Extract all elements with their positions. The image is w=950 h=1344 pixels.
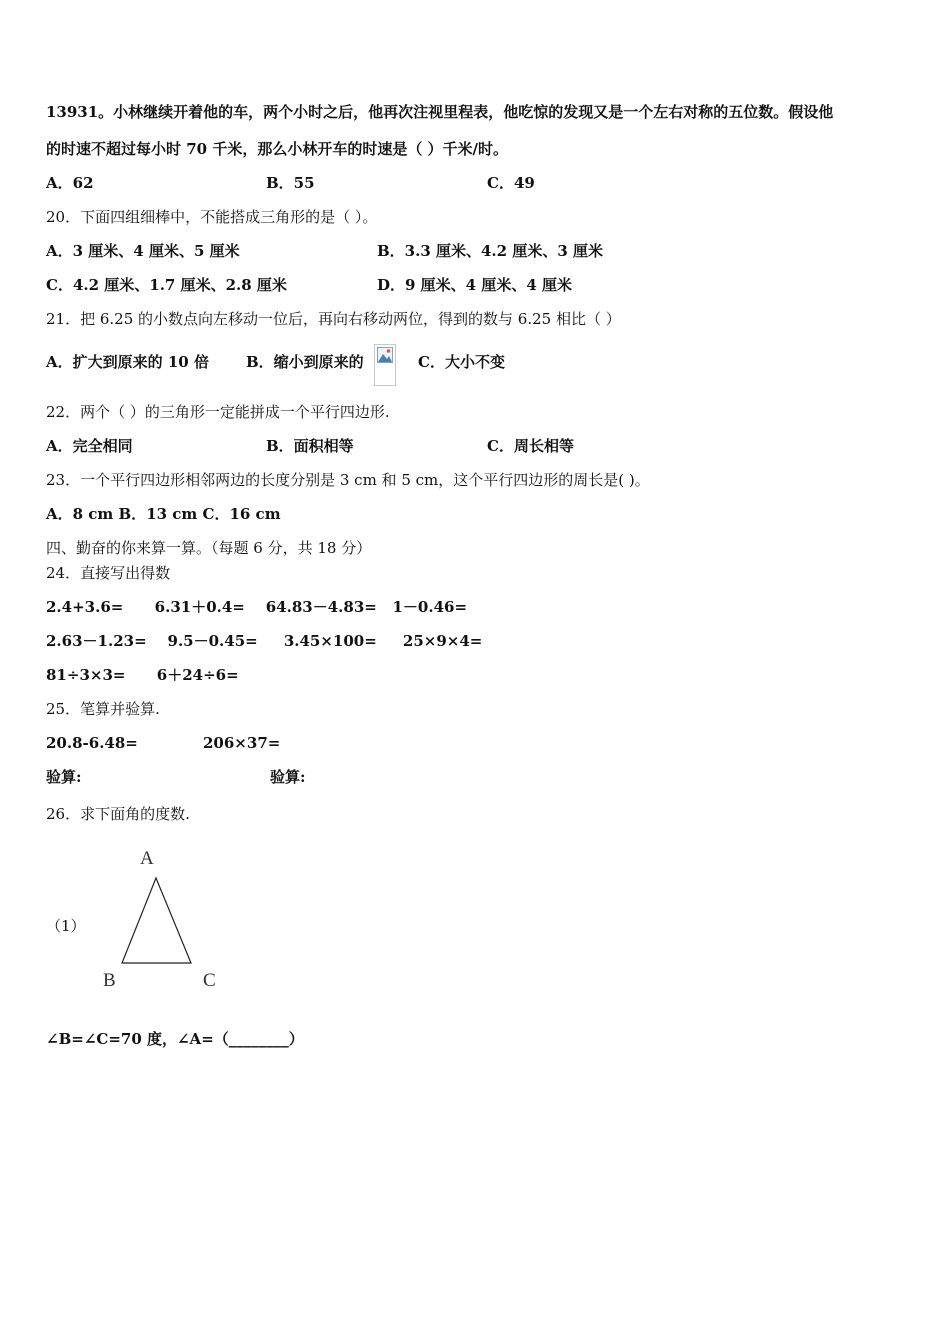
q22-stem: 22．两个（ ）的三角形一定能拼成一个平行四边形. [46,403,390,421]
q21-option-b: B．缩小到原来的 [246,353,364,371]
section4-title: 四、勤奋的你来算一算。（每题 6 分，共 18 分） [46,539,372,557]
q20-option-c: C．4.2 厘米、1.7 厘米、2.8 厘米 [46,276,287,294]
q20-stem: 20．下面四组细棒中，不能搭成三角形的是（ ）。 [46,208,378,226]
q25-expr1: 20.8-6.48= [46,734,138,752]
q19-option-b: B．55 [266,174,315,192]
q25-check2: 验算: [270,768,306,786]
q19-text-line1: 13931。小林继续开着他的车，两个小时之后，他再次注视里程表，他吃惊的发现又是一个左右对称的五位数。假设他 [46,103,834,121]
q19-option-a: A．62 [46,174,94,192]
broken-image-glyph [377,347,393,363]
q23-options: A．8 cm B．13 cm C．16 cm [46,505,281,523]
q26-answer-line: ∠B=∠C=70 度，∠A=（________） [46,1030,304,1048]
q20-option-b: B．3.3 厘米、4.2 厘米、3 厘米 [377,242,603,260]
q24-row1: 2.4+3.6= 6.31＋0.4= 64.83－4.83= 1－0.46= [46,598,468,616]
q19-text-line2: 的时速不超过每小时 70 千米，那么小林开车的时速是（ ）千米/时。 [46,140,509,158]
broken-image-icon [374,344,396,386]
triangle-figure [95,840,235,1000]
q21-stem: 21．把 6.25 的小数点向左移动一位后，再向右移动两位，得到的数与 6.25 相比（ ） [46,310,621,328]
q24-row3: 81÷3×3= 6＋24÷6= [46,666,239,684]
vertex-label-c: C [203,970,216,991]
q24-row2: 2.63－1.23= 9.5－0.45= 3.45×100= 25×9×4= [46,632,483,650]
q25-stem: 25．笔算并验算. [46,700,160,718]
q24-stem: 24．直接写出得数 [46,564,171,582]
triangle-shape [122,878,191,963]
q23-stem: 23．一个平行四边形相邻两边的长度分别是 3 cm 和 5 cm，这个平行四边形的周长是( )。 [46,471,650,489]
q25-expr2: 206×37= [203,734,281,752]
q25-check1: 验算: [46,768,82,786]
q22-option-c: C．周长相等 [487,437,574,455]
q20-option-d: D．9 厘米、4 厘米、4 厘米 [377,276,572,294]
q21-option-c: C．大小不变 [418,353,505,371]
q21-option-a: A．扩大到原来的 10 倍 [46,353,209,371]
vertex-label-b: B [103,970,116,991]
q22-option-b: B．面积相等 [266,437,354,455]
q19-option-c: C．49 [487,174,535,192]
q26-part-label: （1） [46,917,86,935]
q26-stem: 26．求下面角的度数. [46,805,190,823]
q22-option-a: A．完全相同 [46,437,133,455]
vertex-label-a: A [140,848,154,869]
q20-option-a: A．3 厘米、4 厘米、5 厘米 [46,242,240,260]
